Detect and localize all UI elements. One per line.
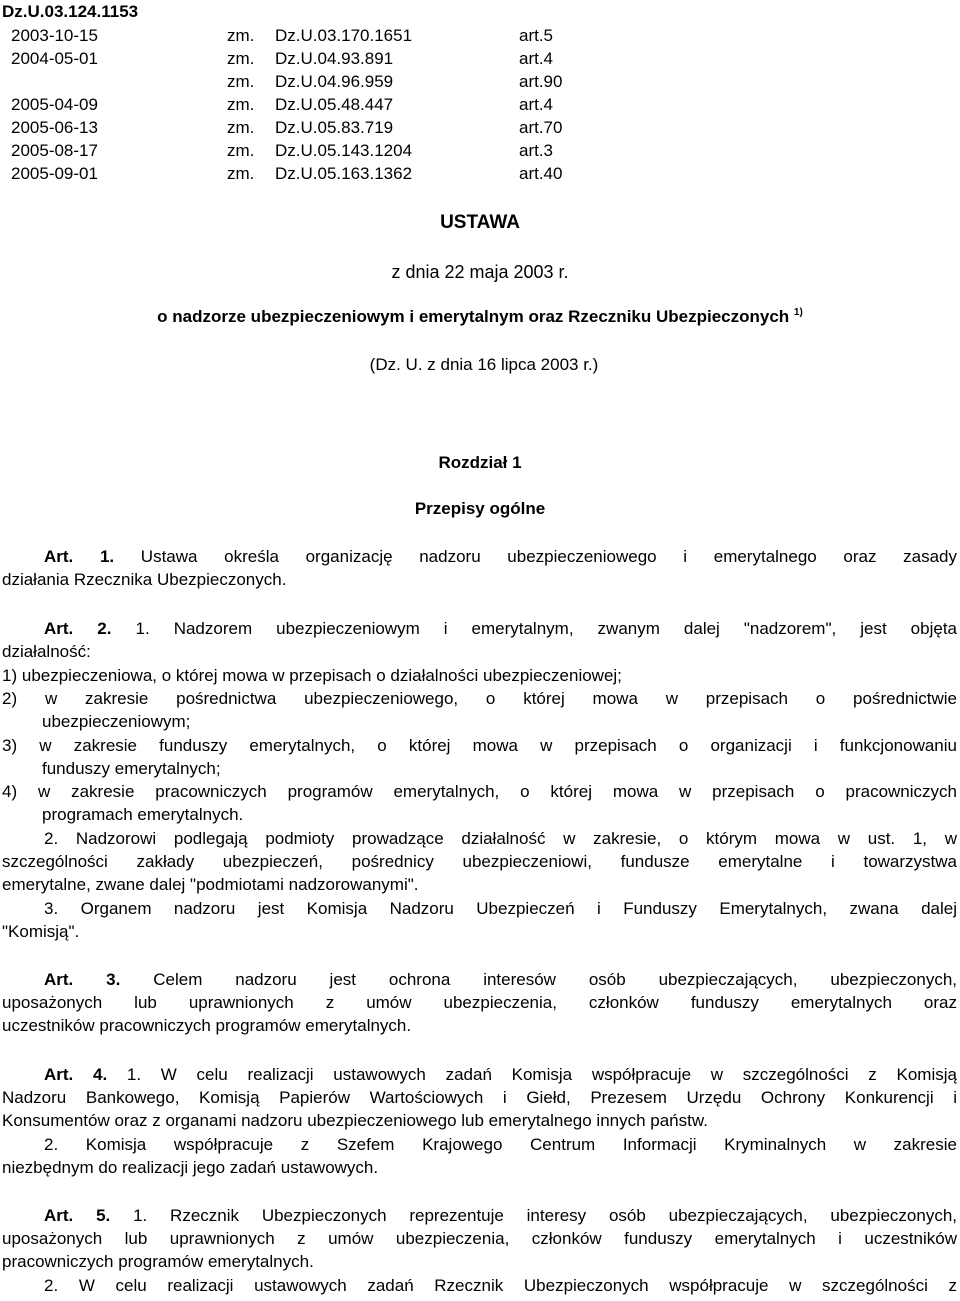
amendment-article: art.90 (519, 72, 563, 91)
list-item-number: 4) (2, 782, 18, 801)
art2-line1 (2, 617, 957, 641)
amendment-article: art.40 (519, 164, 563, 183)
art4-para2-line1: 2. Komisja współpracuje z Szefem Krajowego Centrum Informacji Kryminalnych w zakresie (44, 1135, 957, 1154)
article-text: 1. W celu realizacji ustawowych zadań Komisja współpracuje w szczególności z Komisją (126, 1065, 957, 1084)
art3-line3: uczestników pracowniczych programów emerytalnych. (2, 1016, 412, 1035)
amendment-zm: zm. (227, 164, 255, 183)
amendment-ref: Dz.U.05.143.1204 (275, 141, 413, 160)
amendment-article: art.3 (519, 141, 554, 160)
amendment-date: 2004-05-01 (11, 49, 98, 68)
list-item-text: w zakresie pracowniczych programów emerytalnych, o której mowa w przepisach o pracowniczych (37, 782, 957, 801)
amendment-ref: Dz.U.04.96.959 (275, 72, 394, 91)
article-label: Art. 2. (44, 619, 112, 638)
art3-line1 (2, 968, 957, 992)
list-item (2, 780, 957, 804)
list-item-continuation: ubezpieczeniowym; (42, 712, 191, 731)
art2-para2-line1: 2. Nadzorowi podlegają podmioty prowadzące działalność w zakresie, o którym mowa w ust. 1, w (44, 829, 957, 848)
amendment-ref: Dz.U.04.93.891 (275, 49, 394, 68)
art2-line2: działalność: (2, 642, 91, 661)
list-item-text: ubezpieczeniowa, o której mowa w przepisach o działalności ubezpieczeniowej; (21, 666, 622, 685)
amendment-zm: zm. (227, 49, 255, 68)
list-item (2, 687, 957, 711)
art1-line1 (2, 545, 957, 569)
art4-line1 (2, 1063, 957, 1087)
act-date: z dnia 22 maja 2003 r. (391, 262, 569, 282)
article-text: Celem nadzoru jest ochrona interesów osób ubezpieczających, ubezpieczonych, (153, 970, 957, 989)
art2-para3-line1: 3. Organem nadzoru jest Komisja Nadzoru Ubezpieczeń i Funduszy Emerytalnych, zwana dalej (44, 899, 957, 918)
publication-reference: Dz.U.03.124.1153 (2, 2, 139, 21)
art2-para3-line2: "Komisją". (2, 922, 80, 941)
art5-line2: uposażonych lub uprawnionych z umów ubezpieczenia, członków funduszy emerytalnych i uczestników (2, 1229, 957, 1248)
art4-line2: Nadzoru Bankowego, Komisją Papierów Wartościowych i Giełd, Prezesem Urzędu Ochrony Konkurencji i (2, 1088, 957, 1107)
chapter-name: Przepisy ogólne (414, 499, 546, 518)
chapter-number: Rozdział 1 (438, 453, 522, 472)
footnote-marker[interactable]: 1) (793, 307, 803, 318)
amendment-zm: zm. (227, 118, 255, 137)
amendment-ref: Dz.U.05.48.447 (275, 95, 394, 114)
art1-line2: działania Rzecznika Ubezpieczonych. (2, 570, 287, 589)
art4-line3: Konsumentów oraz z organami nadzoru ubezpieczeniowego lub emerytalnego innych państw. (2, 1111, 708, 1130)
amendment-date: 2005-06-13 (11, 118, 98, 137)
amendment-article: art.4 (519, 49, 554, 68)
amendment-date: 2005-08-17 (11, 141, 98, 160)
amendment-ref: Dz.U.05.163.1362 (275, 164, 413, 183)
list-item (2, 734, 957, 758)
paragraph-number: 1. (135, 619, 150, 638)
amendment-article: art.70 (519, 118, 563, 137)
article-label: Art. 5. (44, 1206, 111, 1225)
art2-para2-line2: szczególności zakłady ubezpieczeń, pośrednicy ubezpieczeniowi, fundusze emerytalne i towarzystwa (2, 852, 957, 871)
amendment-date: 2003-10-15 (11, 26, 98, 45)
art2-para2-line3: emerytalne, zwane dalej "podmiotami nadzorowanymi". (2, 875, 419, 894)
list-item-number: 3) (2, 736, 18, 755)
amendment-ref: Dz.U.03.170.1651 (275, 26, 413, 45)
article-text: Nadzorem ubezpieczeniowym i emerytalnym, zwanym dalej "nadzorem", jest objęta (173, 619, 957, 638)
amendment-article: art.4 (519, 95, 554, 114)
article-label: Art. 1. (44, 547, 115, 566)
act-title: USTAWA (440, 212, 520, 233)
art5-line1 (2, 1204, 957, 1228)
article-label: Art. 3. (44, 970, 121, 989)
amendment-date: 2005-04-09 (11, 95, 98, 114)
art3-line2: uposażonych lub uprawnionych z umów ubezpieczenia, członków funduszy emerytalnych oraz (2, 993, 957, 1012)
list-item-number: 2) (2, 689, 18, 708)
list-item (2, 664, 622, 688)
list-item-number: 1) (2, 666, 18, 685)
article-text: Ustawa określa organizację nadzoru ubezpieczeniowego i emerytalnego oraz zasady (140, 547, 957, 566)
art5-para2-line1: 2. W celu realizacji ustawowych zadań Rzecznik Ubezpieczonych współpracuje w szczególności z (44, 1276, 957, 1295)
amendment-article: art.5 (519, 26, 554, 45)
act-subject (0, 307, 960, 327)
act-subject-text: o nadzorze ubezpieczeniowym i emerytalnym oraz Rzeczniku Ubezpieczonych (157, 307, 790, 326)
list-item-text: w zakresie funduszy emerytalnych, o której mowa w przepisach o organizacji i funkcjonowaniu (39, 736, 957, 755)
list-item-continuation: programach emerytalnych. (42, 805, 244, 824)
amendment-date: 2005-09-01 (11, 164, 98, 183)
art4-para2-line2: niezbędnym do realizacji jego zadań ustawowych. (2, 1158, 379, 1177)
amendment-ref: Dz.U.05.83.719 (275, 118, 394, 137)
article-label: Art. 4. (44, 1065, 108, 1084)
amendment-zm: zm. (227, 141, 255, 160)
article-text: 1. Rzecznik Ubezpieczonych reprezentuje interesy osób ubezpieczających, ubezpieczonych, (133, 1206, 957, 1225)
art5-line3: pracowniczych programów emerytalnych. (2, 1252, 314, 1271)
list-item-continuation: funduszy emerytalnych; (42, 759, 221, 778)
amendment-zm: zm. (227, 95, 255, 114)
amendment-zm: zm. (227, 26, 255, 45)
amendment-zm: zm. (227, 72, 255, 91)
journal-reference: (Dz. U. z dnia 16 lipca 2003 r.) (369, 355, 599, 374)
list-item-text: w zakresie pośrednictwa ubezpieczeniowego, o której mowa w przepisach o pośrednictwie (44, 689, 957, 708)
